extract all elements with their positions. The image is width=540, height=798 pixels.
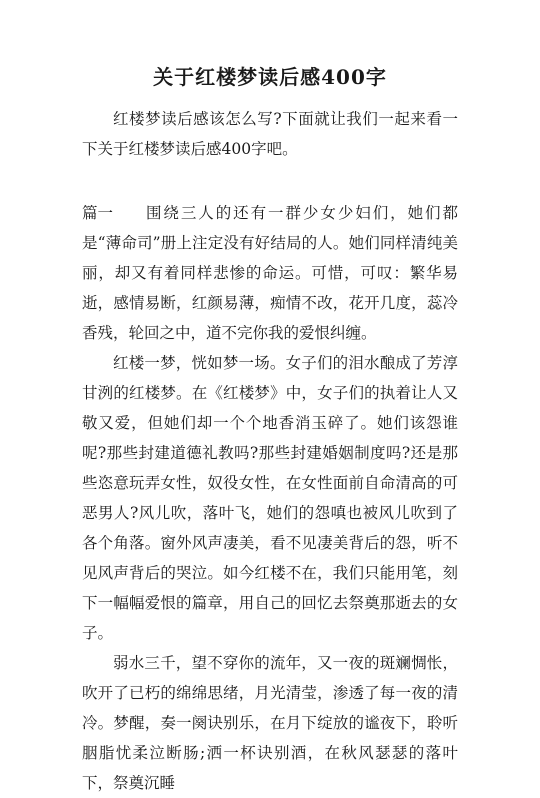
page-title: 关于红楼梦读后感400字 xyxy=(153,65,387,89)
section-one xyxy=(82,198,458,798)
paragraph-1-text: 围绕三人的还有一群少女少妇们，她们都是“薄命司”册上注定没有好结局的人。她们同样清纯美丽，却又有着同样悲惨的命运。可惜，可叹：繁华易逝，感情易断，红颜易薄，痴情不改，花开几度，蕊冷香残，轮回之中，道不完你我的爱恨纠缠。 xyxy=(82,204,458,342)
section-label: 篇一 xyxy=(82,204,114,222)
paragraph-1 xyxy=(82,198,458,348)
intro-paragraph: 红楼梦读后感该怎么写?下面就让我们一起来看一下关于红楼梦读后感400字吧。 xyxy=(82,110,458,158)
paragraph-3: 弱水三千，望不穿你的流年，又一夜的斑斓惆怅，吹开了已朽的绵绵思绪，月光清莹，渗透了每一夜的清冷。梦醒，奏一阕诀别乐，在月下绽放的谧夜下，聆听胭脂忧柔泣断肠;洒一杯诀别酒，在秋风瑟瑟的落叶下，祭奠沉睡 xyxy=(82,654,458,792)
paragraph-2: 红楼一梦，恍如梦一场。女子们的泪水酿成了芳淳甘洌的红楼梦。在《红楼梦》中，女子们的执着让人又敬又爱，但她们却一个个地香消玉碎了。她们该怨谁呢?那些封建道德礼教吗?那些封建婚姻制度吗?还是那些恣意玩弄女性，奴役女性，在女性面前自命清高的可恶男人?风儿吹，落叶飞，她们的怨嗔也被风儿吹到了各个角落。窗外风声凄美，看不见凄美背后的怨，听不见风声背后的哭泣。如今红楼不在，我们只能用笔，刻下一幅幅爱恨的篇章，用自己的回忆去祭奠那逝去的女子。 xyxy=(82,354,458,642)
